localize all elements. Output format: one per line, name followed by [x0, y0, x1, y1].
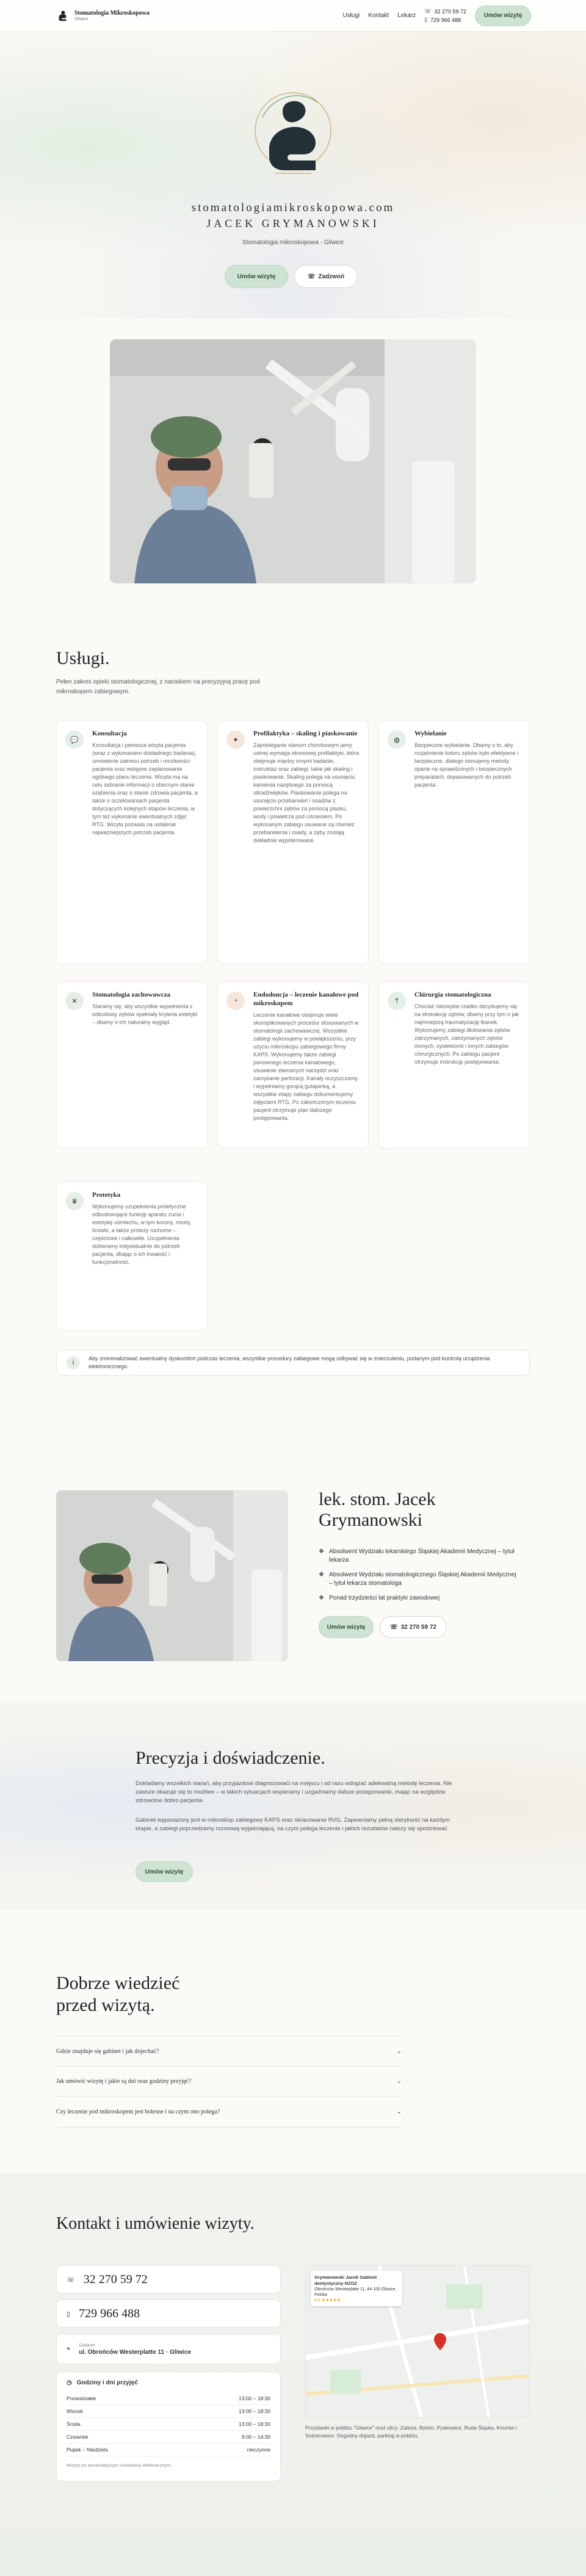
- service-title: Stomatologia zachowawcza: [92, 991, 171, 998]
- hours-row: Wtorek 13:00 – 18:30: [67, 2405, 270, 2418]
- address-text: ul. Obrońców Westerplatte 11 · Gliwice: [79, 2349, 191, 2356]
- map-note: Przystanki w pobliżu "Gliwice" oraz ulicy: Zabrze, Bytom, Pyskowice, Ruda Śląska, Knurów i Sośnicowice. Dogodny dojazd, parking w pobliżu.: [305, 2425, 517, 2439]
- doctor-call-button[interactable]: ☏ 32 270 59 72: [380, 1616, 447, 1638]
- surgery-icon: †: [388, 992, 406, 1010]
- map-place-card: [311, 2271, 402, 2306]
- hours-row: Poniedziałek 13:00 – 18:30: [67, 2392, 270, 2405]
- crown-icon: ♛: [65, 1192, 84, 1210]
- hours-row: Środa 13:00 – 18:30: [67, 2418, 270, 2431]
- service-text: Bezpieczne wybielanie. Dbamy o to, aby rozjaśnienie koloru zębów było efektywne i bezpieczne, dlatego stosujemy metody oparte na sprawdzonych i bezpiecznych preparatach, dopasowanych do potrzeb pacjenta.: [414, 742, 519, 788]
- location-pin-icon: ⌖: [67, 2345, 71, 2353]
- contact-title: Kontakt i umówienie wizyty.: [56, 2214, 255, 2233]
- precision-section: [0, 1703, 586, 1910]
- faq-item[interactable]: Czy leczenie pod mikroskopem jest bolesne i na czym ono polega? ⌄: [56, 2097, 402, 2127]
- tooth-bullet-icon: ❖: [319, 1571, 324, 1578]
- opening-hours: ◷ Godziny i dni przyjęć Poniedziałek 13:00 – 18:30 Wtorek 13:00 – 18:30 Środa 13:00 – 18:30 Czwartek 9:00 – 14:30 Piątek – Niedziela nieczynne Wizyty po wcześniejszym umówieniu telefonicznym.: [56, 2372, 281, 2481]
- hours-row: Czwartek 9:00 – 14:30: [67, 2431, 270, 2444]
- tooth-bullet-icon: ❖: [319, 1548, 324, 1555]
- contact-address: [56, 2334, 281, 2364]
- bleach-icon: ◍: [388, 731, 406, 749]
- contact-phone-2[interactable]: ▯ 729 966 488: [56, 2300, 281, 2328]
- credential-item: ❖ Absolwent Wydziału stomatologicznego Śląskiej Akademii Medycznej – tytuł lekarza stomatologa: [319, 1571, 516, 1587]
- chevron-down-icon: ⌄: [396, 2078, 402, 2085]
- anesthesia-note: [56, 1350, 530, 1376]
- google-map[interactable]: [305, 2265, 530, 2418]
- phone-icon: ☏: [424, 8, 432, 14]
- mobile-icon: ▯: [67, 2310, 71, 2318]
- hours-footnote: Wizyty po wcześniejszym umówieniu telefonicznym.: [67, 2462, 172, 2468]
- precision-title: Precyzja i doświadczenie.: [136, 1748, 325, 1768]
- hero-url: stomatologiamikroskopowa.com: [191, 201, 395, 214]
- nav-phone-1[interactable]: ☏ 32 270 59 72: [424, 8, 466, 15]
- services-title: Usługi.: [56, 648, 110, 668]
- precision-book-button[interactable]: Umów wizytę: [136, 1861, 193, 1882]
- tooth-bullet-icon: ❖: [319, 1595, 324, 1601]
- brand-name: Stomatologia Mikroskopowa: [74, 10, 150, 16]
- nav-book-button[interactable]: Umów wizytę: [475, 5, 531, 26]
- place-rating: 4.6 ★★★★★: [314, 2298, 341, 2303]
- service-text: Wykonujemy uzupełnienia protetyczne odbudowujące funkcję aparatu żucia i estetykę uśmiechu, w tym korony, mosty, licówki, a także protezy ruchome – częściowe i całkowite. Uzupełnienia dobieramy indywidualnie do potrzeb pacjenta, dbając o ich trwałość i funkcjonalność.: [92, 1203, 192, 1265]
- clock-icon: ◷: [67, 2379, 72, 2386]
- service-text: Zapobieganie stanom chorobowym jamy ustnej wymaga okresowej profilaktyki, która obejmuje między innymi badanie, instruktaż oraz zabiegi, takie jak skaling i piaskowanie. Skaling polega na usunięciu kamienia nazębnego za pomocą ultradźwięków. Piaskowanie polega na usunięciu przebarwień i osadów z powierzchni zębów za pomocą piasku, wody i powietrza pod ciśnieniem. Po wykonanym zabiegu usuwane są również przebarwienia i osady, a zęby zostają dokładnie wypolerowane.: [253, 742, 360, 843]
- faq-title: Dobrze wiedzieć przed wizytą.: [56, 1973, 180, 2015]
- service-title: Profilaktyka – skaling i piaskowanie: [253, 730, 358, 737]
- faq-item[interactable]: Gdzie znajduje się gabinet i jak dojechać? ⌄: [56, 2036, 402, 2066]
- brand-sub: Gliwice: [74, 17, 89, 21]
- info-icon: i: [67, 1356, 80, 1369]
- hero: [0, 32, 586, 319]
- service-card-endodoncja: [217, 981, 369, 1149]
- microscope-logo-icon: [241, 81, 345, 184]
- top-nav: [0, 0, 586, 32]
- microscope-logo-icon: [56, 9, 70, 23]
- note-text: Aby zminimalizować ewentualny dyskomfort podczas leczenia, wszystkie procedury zabiegowe mogą odbywać się w znieczuleniu, podanym pod kontrolą urządzenia elektronicznego.: [89, 1355, 490, 1369]
- doctor-photo: [56, 1490, 288, 1661]
- phone-icon: ☏: [390, 1623, 398, 1631]
- nav-link-uslugi[interactable]: Usługi: [342, 12, 360, 19]
- doctor-title: lek. stom. Jacek Grymanowski: [319, 1489, 436, 1530]
- hero-book-button[interactable]: Umów wizytę: [225, 265, 288, 288]
- precision-paragraph-1: Doktadamy wszelkich starań, aby przyjazdowi diagnozowaći na miejscu i od razu wdrążać adekwatną metodę leczenia. Nie zawsze okazuje się to możliwe – w takich sytuacjach wspieramy i uzgadniamy dalsze postępowanie, mając na względzie zdrowotne dobro pacjenta.: [136, 1780, 452, 1804]
- service-text: Chociaż niezwykle rzadko decydujemy się na ekstrakcję zębów, dbamy przy tym o jak najmniejszą traumatyzację tkanek. Wykonujemy zabiegi dłutowania zębów zatrzymanych, zatrzymanych zębów ósmych, cystektomii i innych zabiegów chirurgicznych. Po zabiegu pacjent otrzymuje instrukcję postępowania.: [414, 1003, 519, 1065]
- nav-phones: [424, 8, 466, 23]
- chat-icon: 💬: [65, 731, 84, 749]
- precision-paragraph-2: Gabinet wyposażony jest w mikroskop zabiegowy KAPS oraz skracowanie RVG. Zapewniamy pełną sterylność na każdym etapie, a zabiegi poprzedzamy rozmową wyjaśniającą, na czym polega leczenie i jakich rezultatów należy się spodziewać.: [136, 1817, 450, 1832]
- service-title: Protetyka: [92, 1191, 121, 1199]
- service-title: Chirurgia stomatologiczna: [414, 991, 491, 998]
- service-card-wybielanie: [378, 720, 530, 964]
- service-card-chirurgia: [378, 981, 530, 1149]
- chevron-down-icon: ⌄: [396, 2047, 402, 2055]
- clinic-photo: [110, 339, 476, 583]
- tooth-shine-icon: ✦: [226, 731, 245, 749]
- hours-row: Piątek – Niedziela nieczynne: [67, 2444, 270, 2456]
- hero-tagline: Stomatologia mikroskopowa · Gliwice: [242, 239, 344, 246]
- place-name: Grymanowski Jacek Gabinet dentystyczny NZOZ: [314, 2275, 377, 2286]
- nav-link-kontakt[interactable]: Kontakt: [368, 12, 389, 19]
- service-card-konsultacja: [56, 720, 208, 964]
- credential-item: ❖ Ponad trzydzieści lat praktyki zawodowej: [319, 1595, 440, 1601]
- service-card-zachowawcza: [56, 981, 208, 1149]
- service-text: Leczenie kanałowe obejmuje wiele skomplikowanych procedur stosowanych w stomatologii zachowawczej. Wszystkie zabiegi wykonujemy w powiększeniu, przy użyciu mikroskopu zabiegowego firmy KAPS. Wykonujemy także zabiegi ponownego leczenia kanałowego, usuwanie złamanych narzędzi oraz zamykanie perforacji. Kanały oczyszczamy i wypełniamy gorącą gutaperką, a wszystkie etapy zabiegu dokumentujemy zdjęciami RTG. Po zakończonym leczeniu pacjent otrzymuje plan dalszego postępowania.: [253, 1012, 359, 1121]
- tools-icon: ✕: [65, 992, 84, 1010]
- doctor-book-button[interactable]: Umów wizytę: [319, 1616, 374, 1638]
- brand[interactable]: [56, 9, 150, 23]
- nav-phone-2[interactable]: ▯ 729 966 488: [424, 16, 461, 23]
- address-label: Gabinet: [79, 2342, 95, 2348]
- phone-icon: ☏: [307, 273, 316, 280]
- services-subtitle: Pełen zakres opieki stomatologicznej, z naciskiem na precyzyjną pracę pod mikroskopem zabiegowym.: [56, 679, 260, 695]
- phone-icon: ☏: [67, 2276, 75, 2284]
- service-title: Endodoncja – leczenie kanałowe pod mikroskopem: [253, 991, 359, 1007]
- chevron-down-icon: ⌄: [396, 2109, 402, 2115]
- service-card-profilaktyka: [217, 720, 369, 964]
- hero-call-button[interactable]: ☏ Zadzwoń: [294, 265, 358, 288]
- faq-item[interactable]: Jak umówić wizytę i jakie są dni oraz godziny przyjęć? ⌄: [56, 2066, 402, 2097]
- root-canal-icon: ◔: [226, 992, 245, 1010]
- doctor-credentials: [319, 1548, 520, 1609]
- service-text: Konsultacja i pierwsza wizyta pacjenta (wraz z wykonaniem dokładnego badania), umówienie zakresu potrzeb i możliwości pacjenta oraz wstępne zaplanowanie ogólnego planu leczenia. Wizyta ma na celu zebranie informacji o obecnym stanie uzębienia oraz o stanie zdrowia pacjenta, a także o oczekiwaniach pacjenta dotyczących kolejnych etapów leczenia, w tym też wykonanie ewentualnych zdjęć RTG. Wizyta pozwala na ustalenie najważniejszych potrzeb pacjenta.: [92, 742, 198, 835]
- service-title: Wybielanie: [414, 730, 447, 737]
- nav-link-lekarz[interactable]: Lekarz: [397, 12, 416, 19]
- service-text: Staramy się, aby wszystkie wypełnienia z odbudowy zębów spełniały kryteria estetyki – dbamy o ich naturalny wygląd.: [92, 1003, 198, 1025]
- service-title: Konsultacja: [92, 730, 127, 737]
- service-card-protetyka: [56, 1182, 208, 1330]
- contact-phone-1[interactable]: ☏ 32 270 59 72: [56, 2265, 281, 2293]
- hero-doctor-name: JACEK GRYMANOWSKI: [206, 217, 380, 229]
- mobile-icon: ▯: [424, 16, 428, 23]
- credential-item: ❖ Absolwent Wydziału lekarskiego Śląskiej Akademii Medycznej – tytuł lekarza: [319, 1548, 515, 1564]
- place-address: Obrońców Westerplatte 11, 44-100 Gliwice, Polska: [314, 2287, 397, 2297]
